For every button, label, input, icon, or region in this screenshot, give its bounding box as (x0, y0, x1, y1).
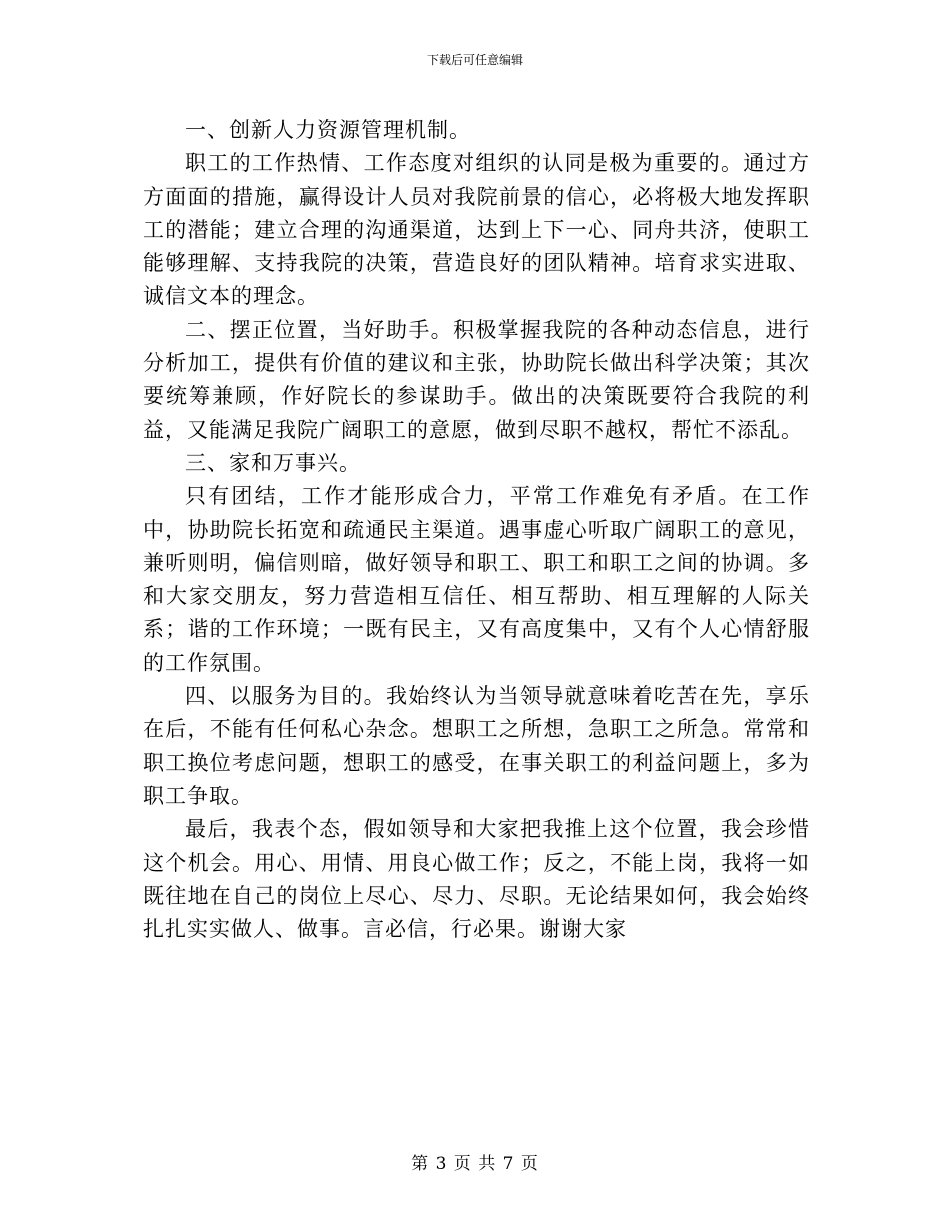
page-footer (0, 1153, 950, 1175)
page-header: 下载后可任意编辑 (426, 53, 523, 67)
body-paragraph: 职工的工作热情、工作态度对组织的认同是极为重要的。通过方方面面的措施，赢得设计人员对我院前景的信心，必将极大地发挥职工的潜能；建立合理的沟通渠道，达到上下一心、同舟共济，使职工能够理解、支持我院的决策，营造良好的团队精神。培育求实进取、诚信文本的理念。 (143, 151, 810, 309)
section-heading-3: 三、家和万事兴。 (185, 450, 361, 475)
section-paragraph-2: 二、摆正位置，当好助手。积极掌握我院的各种动态信息，进行分析加工，提供有价值的建议和主张，协助院长做出科学决策；其次要统筹兼顾，作好院长的参谋助手。做出的决策既要符合我院的利益，又能满足我院广阔职工的意愿，做到尽职不越权，帮忙不添乱。 (143, 317, 810, 442)
section-paragraph-4: 四、以服务为目的。我始终认为当领导就意味着吃苦在先，享乐在后，不能有任何私心杂念。想职工之所想，急职工之所急。常常和职工换位考虑问题，想职工的感受，在事关职工的利益问题上，多为职工争取。 (143, 684, 810, 808)
document-body (143, 114, 810, 946)
section-heading-1: 一、创新人力资源管理机制。 (185, 118, 471, 142)
page-number: 第 3 页 共 7 页 (411, 1154, 539, 1174)
closing-paragraph: 最后，我表个态，假如领导和大家把我推上这个位置，我会珍惜这个机会。用心、用情、用良心做工作；反之，不能上岗，我将一如既往地在自己的岗位上尽心、尽力、尽职。无论结果如何，我会始终扎扎实实做人、做事。言必信，行必果。谢谢大家 (143, 817, 810, 942)
body-paragraph: 只有团结，工作才能形成合力，平常工作难免有矛盾。在工作中，协助院长拓宽和疏通民主渠道。遇事虚心听取广阔职工的意见，兼听则明，偏信则暗，做好领导和职工、职工和职工之间的协调。多和大家交朋友，努力营造相互信任、相互帮助、相互理解的人际关系；谐的工作环境；一既有民主，又有高度集中，又有个人心情舒服的工作氛围。 (143, 484, 810, 675)
